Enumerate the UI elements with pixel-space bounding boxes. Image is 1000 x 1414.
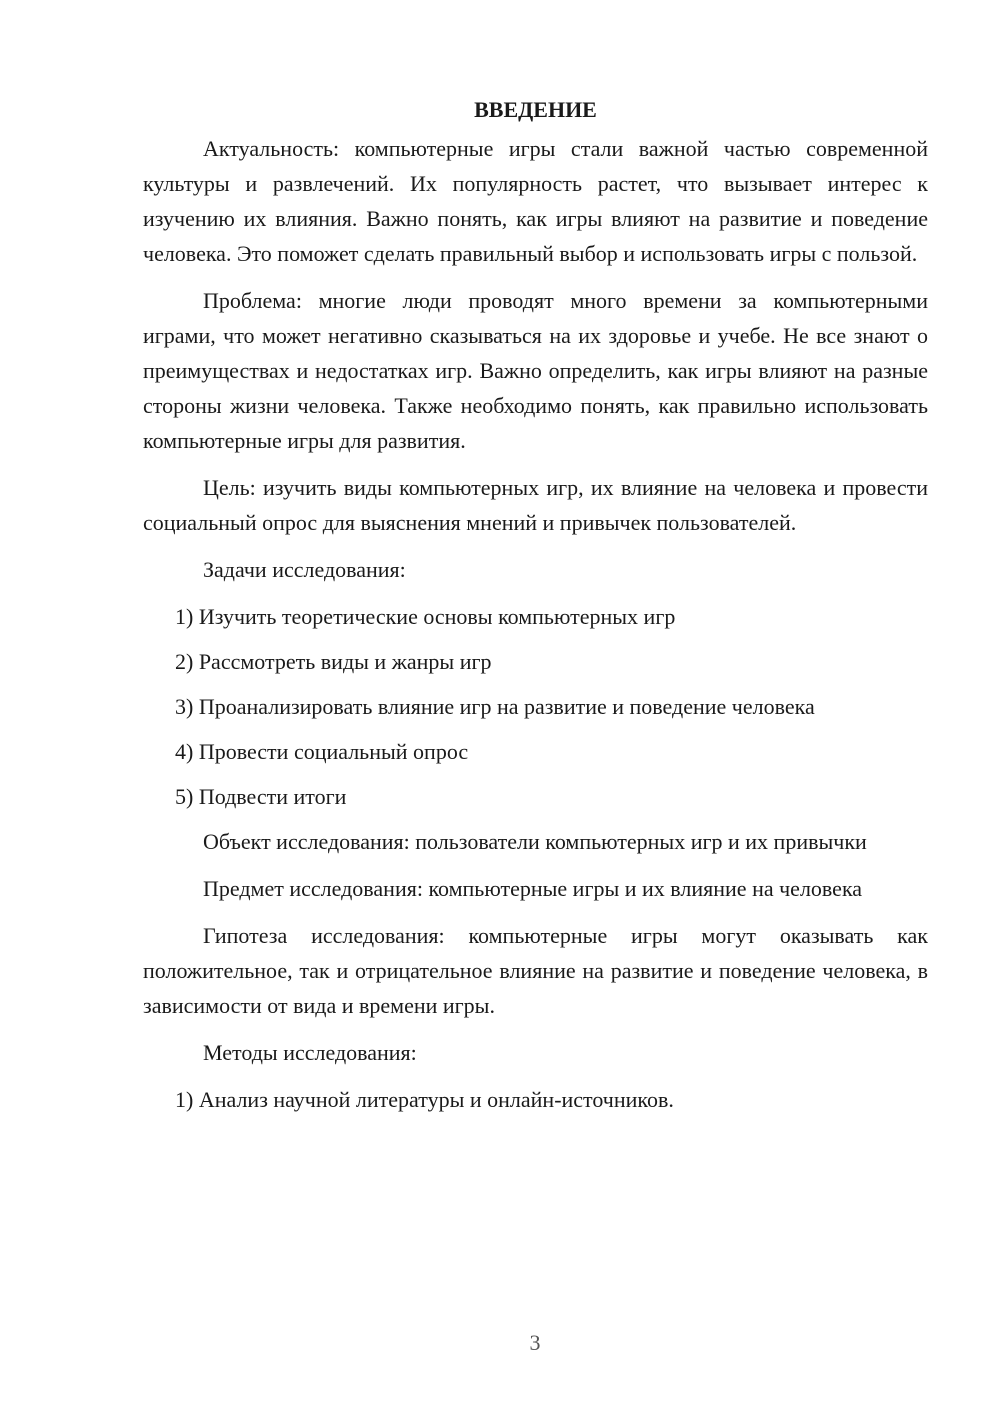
page-title: ВВЕДЕНИЕ xyxy=(474,97,597,122)
relevance-paragraph: Актуальность: компьютерные игры стали важной частью современной культуры и развлечений. Их популярность растет, что вызывает интерес к изучению их влияния. Важно понять, как игры влияют на развитие и поведение человека. Это поможет сделать правильный выбор и использовать игры с пользой. xyxy=(143,136,928,266)
list-item: 2) Рассмотреть виды и жанры игр xyxy=(175,649,492,674)
list-item: 1) Анализ научной литературы и онлайн-источников. xyxy=(175,1087,674,1112)
list-item: 4) Провести социальный опрос xyxy=(175,739,469,764)
hypothesis-paragraph: Гипотеза исследования: компьютерные игры могут оказывать как положительное, так и отрицательное влияние на развитие и поведение человека, в зависимости от вида и времени игры. xyxy=(143,923,928,1018)
list-item: 5) Подвести итоги xyxy=(175,784,347,809)
tasks-heading: Задачи исследования: xyxy=(203,557,406,582)
page-number: 3 xyxy=(529,1330,541,1355)
goal-paragraph: Цель: изучить виды компьютерных игр, их влияние на человека и провести социальный опрос для выяснения мнений и привычек пользователей. xyxy=(143,475,928,535)
tasks-list xyxy=(143,599,928,814)
problem-paragraph: Проблема: многие люди проводят много времени за компьютерными играми, что может негативно сказываться на их здоровье и учебе. Не все знают о преимуществах и недостатках игр. Важно определить, как игры влияют на разные стороны жизни человека. Также необходимо понять, как правильно использовать компьютерные игры для развития. xyxy=(143,288,928,453)
object-paragraph: Объект исследования: пользователи компьютерных игр и их привычки xyxy=(203,829,867,854)
methods-list xyxy=(143,1082,928,1117)
list-item: 1) Изучить теоретические основы компьютерных игр xyxy=(175,604,676,629)
document-page xyxy=(143,92,928,1127)
list-item: 3) Проанализировать влияние игр на развитие и поведение человека xyxy=(175,694,815,719)
methods-heading: Методы исследования: xyxy=(203,1040,417,1065)
subject-paragraph: Предмет исследования: компьютерные игры и их влияние на человека xyxy=(203,876,863,901)
